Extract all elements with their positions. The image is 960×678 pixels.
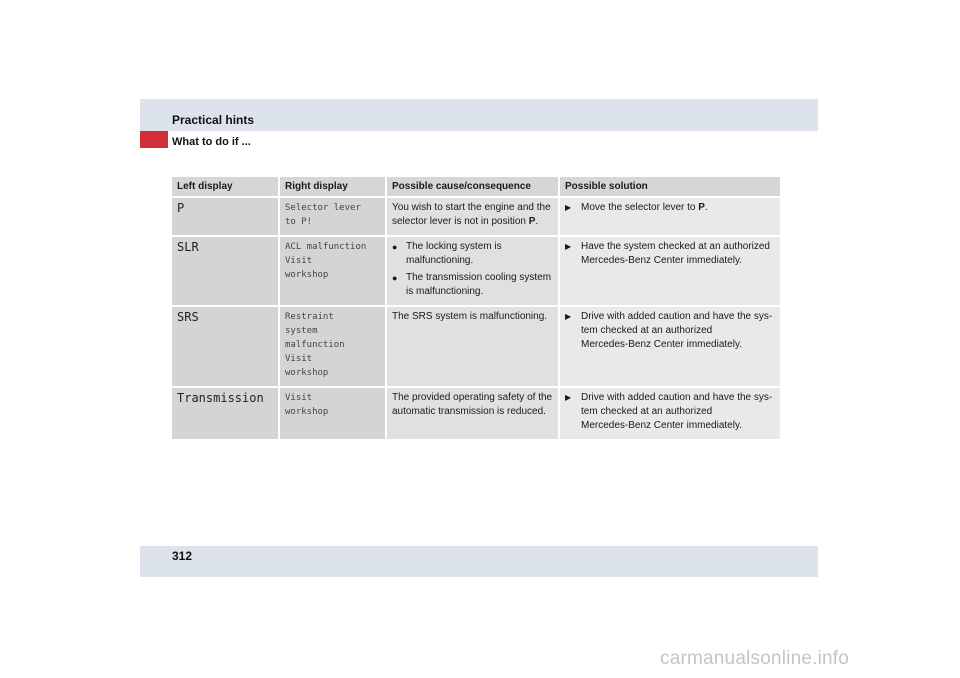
section-title: Practical hints [172, 113, 255, 127]
solution-text: Mercedes-Benz Center immediately. [581, 420, 742, 431]
cause-text: automatic transmission is reduced. [392, 406, 546, 417]
left-display-code: Transmission [177, 391, 264, 405]
solution-position-value: P [698, 202, 705, 213]
cause-cell [386, 387, 559, 440]
column-header-possible-cause: Possible cause/consequence [386, 177, 559, 197]
sub-title: What to do if ... [172, 136, 251, 148]
cause-text: is malfunctioning. [406, 286, 484, 297]
right-display-line: to P! [285, 217, 313, 227]
right-display-line: ACL malfunction [285, 242, 367, 252]
bullet-dot-icon: ● [392, 273, 398, 283]
right-display-line: Visit [285, 256, 313, 266]
table-row [172, 236, 780, 306]
solution-text-end: . [704, 202, 708, 213]
hints-table [172, 177, 780, 441]
solution-text: Drive with added caution and have the sys- [581, 392, 773, 403]
right-display-line: Restraint [285, 312, 334, 322]
page-number: 312 [172, 549, 193, 563]
column-header-possible-solution: Possible solution [559, 177, 780, 197]
column-header-right-display: Right display [279, 177, 386, 197]
cause-text: The SRS system is malfunctioning. [392, 311, 548, 322]
left-display-code: P [177, 201, 185, 215]
left-display-cell [172, 197, 279, 236]
right-display-line: workshop [285, 270, 329, 280]
right-display-line: Visit [285, 354, 313, 364]
cause-text: The provided operating safety of the [392, 392, 553, 403]
cause-cell [386, 197, 559, 236]
bullet-dot-icon: ● [392, 242, 398, 252]
solution-text: Mercedes-Benz Center immediately. [581, 255, 742, 266]
left-display-cell [172, 236, 279, 306]
solution-cell [559, 197, 780, 236]
solution-item [565, 201, 775, 215]
right-display-cell [279, 387, 386, 440]
table-row [172, 387, 780, 440]
right-display-line: workshop [285, 407, 329, 417]
table-header-row [172, 177, 780, 197]
right-display-cell [279, 236, 386, 306]
cause-bullet-item [392, 271, 553, 299]
right-triangle-arrow-icon: ▶ [565, 312, 572, 321]
right-display-line: workshop [285, 368, 329, 378]
cause-text: malfunctioning. [406, 255, 474, 266]
table-row [172, 306, 780, 387]
solution-text: tem checked at an authorized [581, 325, 713, 336]
watermark: carmanualsonline.info [660, 648, 850, 669]
left-display-cell [172, 306, 279, 387]
cause-text: selector lever is not in position [392, 216, 529, 227]
cause-cell [386, 236, 559, 306]
right-display-cell [279, 306, 386, 387]
right-display-line: Selector lever [285, 203, 361, 213]
solution-text: Move the selector lever to [581, 202, 699, 213]
section-marker [140, 131, 168, 148]
solution-cell [559, 236, 780, 306]
cause-cell [386, 306, 559, 387]
solution-cell [559, 387, 780, 440]
left-display-code: SRS [177, 310, 199, 324]
cause-position-value: P [528, 216, 536, 227]
left-display-cell [172, 387, 279, 440]
right-triangle-arrow-icon: ▶ [565, 393, 572, 402]
footer-band [140, 546, 818, 577]
solution-text: Drive with added caution and have the sys- [581, 311, 773, 322]
solution-item [565, 310, 775, 352]
right-display-cell [279, 197, 386, 236]
cause-text: The transmission cooling system [406, 272, 552, 283]
table-row [172, 197, 780, 236]
solution-text: Mercedes-Benz Center immediately. [581, 339, 742, 350]
left-display-code: SLR [177, 240, 199, 254]
cause-bullet-item [392, 240, 553, 268]
right-display-line: system malfunction [285, 326, 345, 350]
solution-cell [559, 306, 780, 387]
solution-item [565, 391, 775, 433]
right-display-line: Visit [285, 393, 313, 403]
column-header-left-display: Left display [172, 177, 279, 197]
cause-text-end: . [535, 216, 539, 227]
right-triangle-arrow-icon: ▶ [565, 242, 572, 251]
solution-item [565, 240, 775, 268]
cause-text: You wish to start the engine and the [392, 202, 551, 213]
cause-text: The locking system is [406, 241, 502, 252]
solution-text: tem checked at an authorized [581, 406, 713, 417]
solution-text: Have the system checked at an authorized [581, 241, 770, 252]
right-triangle-arrow-icon: ▶ [565, 203, 572, 212]
